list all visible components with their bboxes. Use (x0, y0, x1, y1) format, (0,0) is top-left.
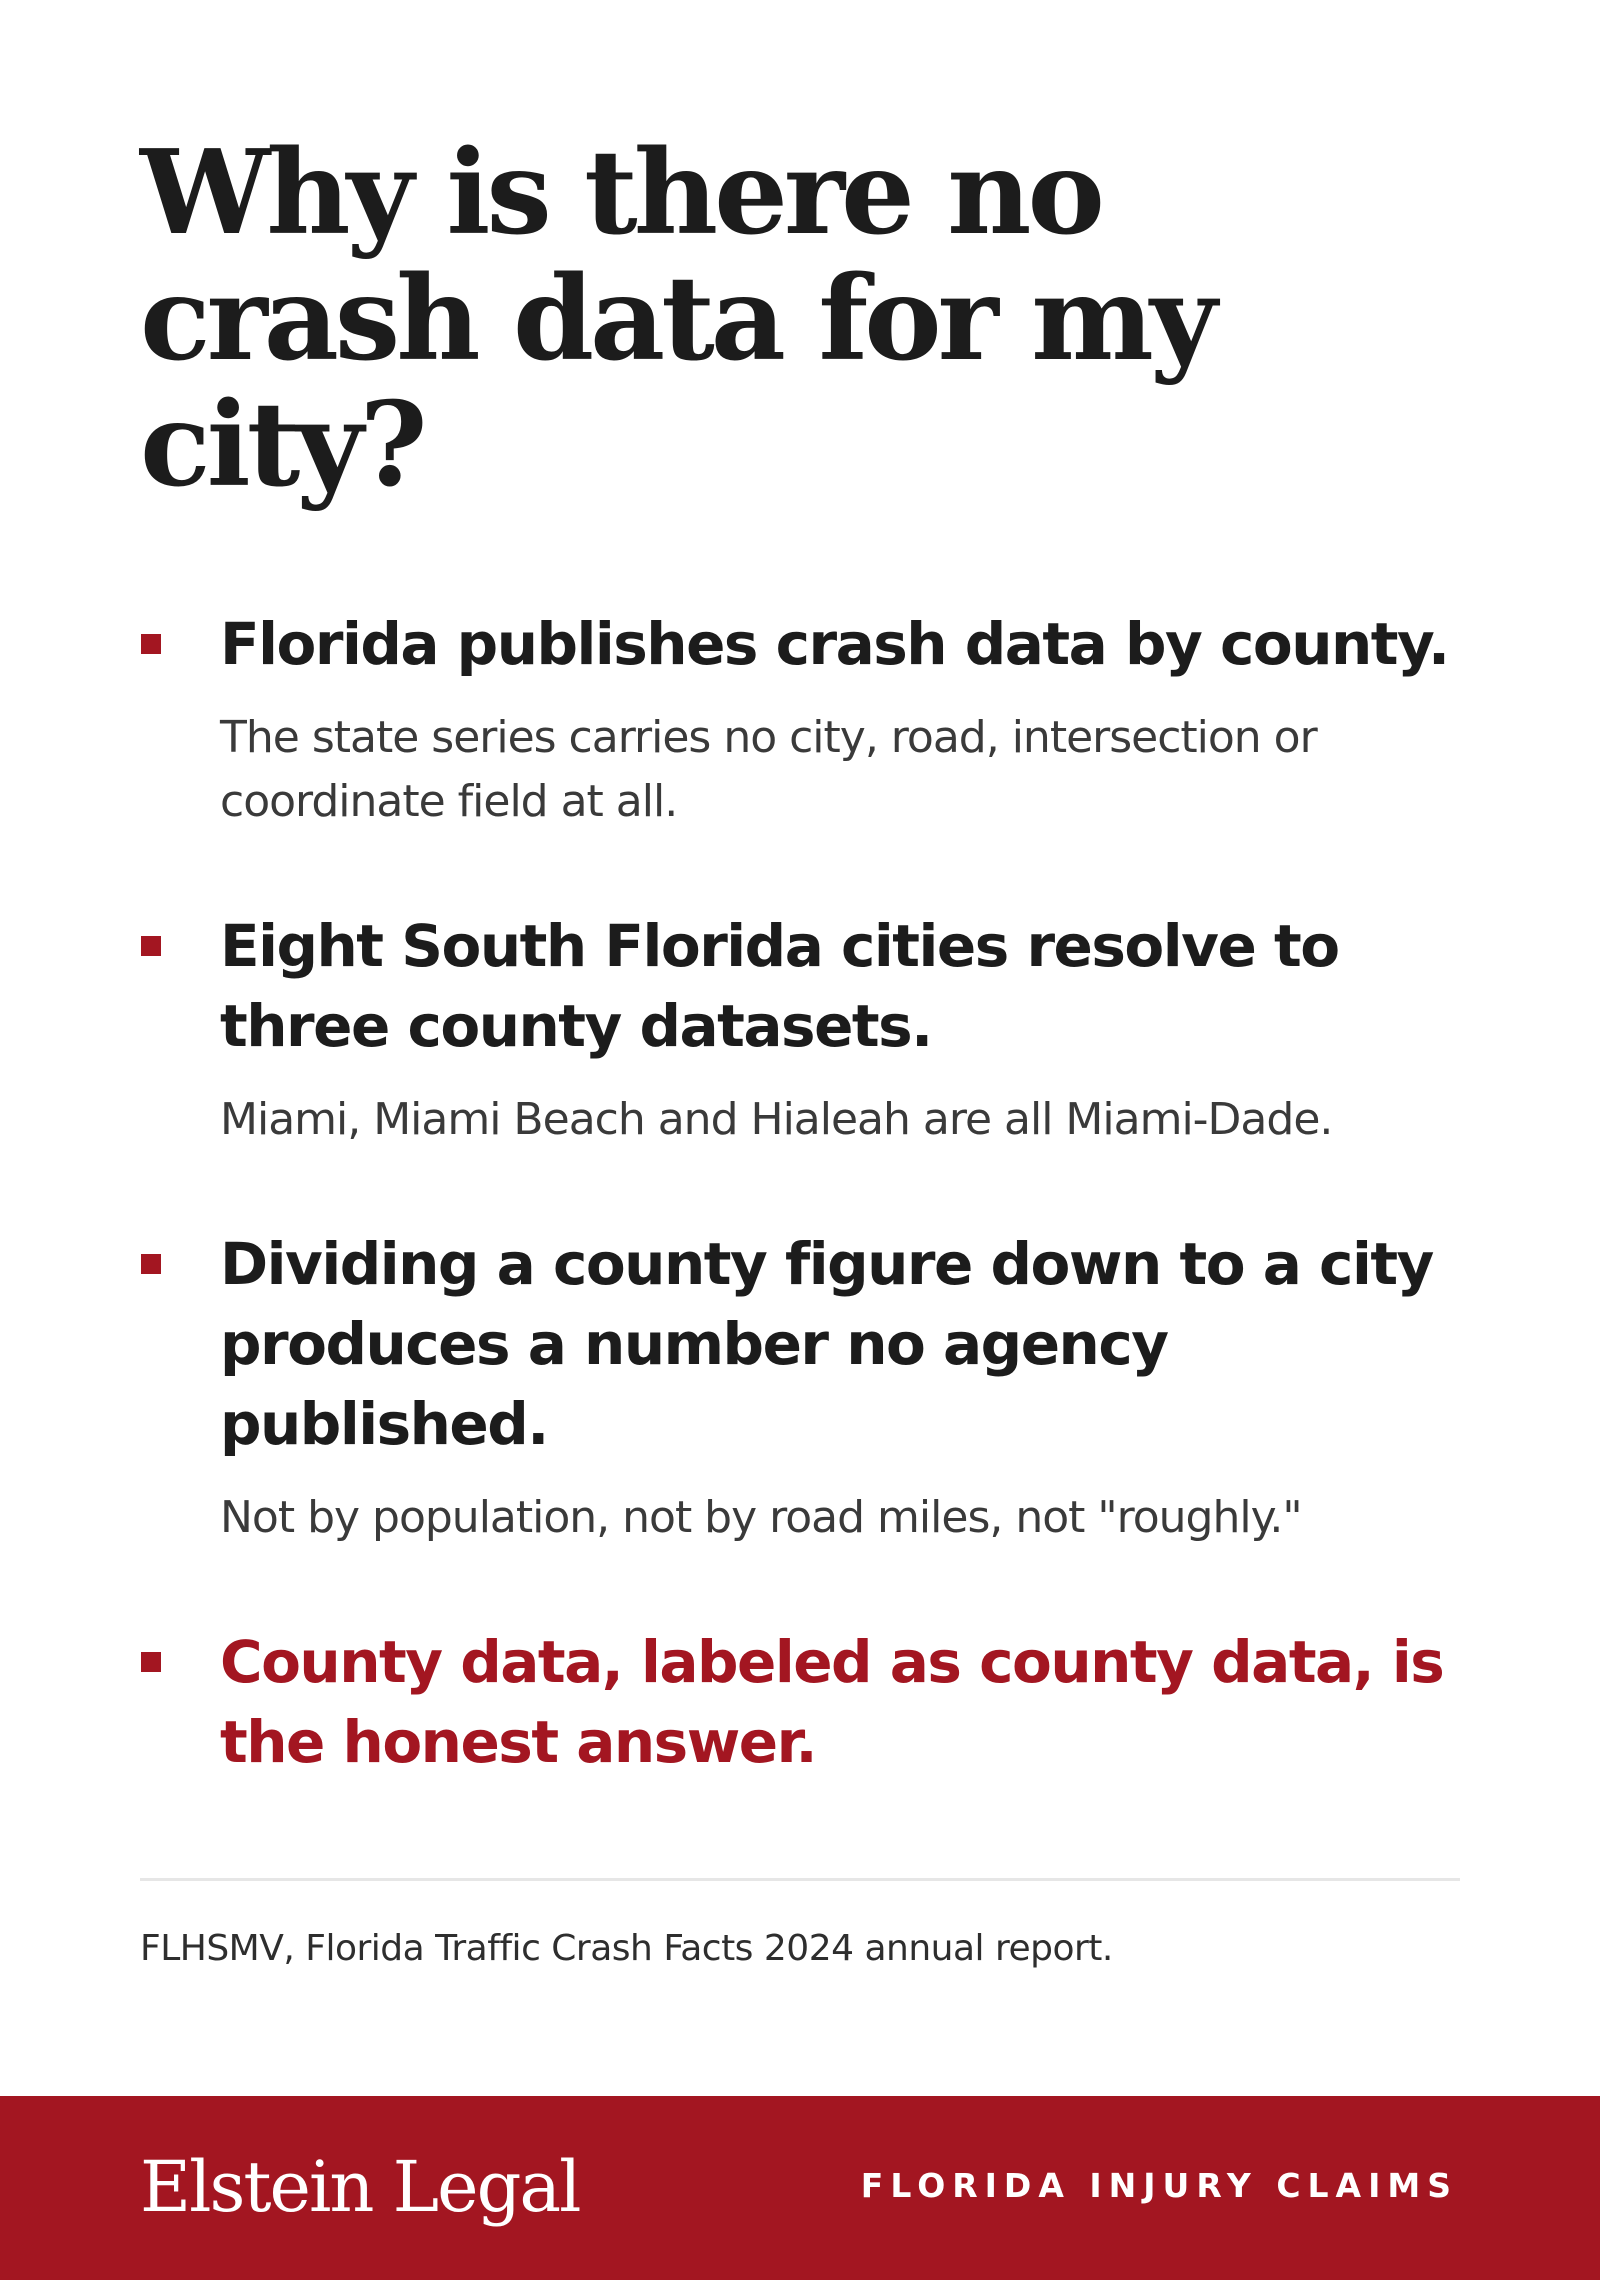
key-point-detail: The state series carries no city, road, intersection or coordinate field at all. (220, 712, 1317, 827)
key-point-county-publishing (140, 604, 1460, 834)
key-point-detail: Not by population, not by road miles, not "roughly." (220, 1492, 1302, 1543)
key-point-honest-answer (140, 1622, 1460, 1782)
page-title: Why is there no crash data for my city? (140, 125, 1214, 513)
infographic-content (140, 125, 1460, 1973)
key-point-title: Dividing a county figure down to a city produces a number no agency published. (220, 1230, 1433, 1458)
square-bullet-icon (141, 1652, 161, 1672)
key-point-dividing-figures (140, 1224, 1460, 1550)
key-points-list (140, 604, 1460, 1782)
source-citation: FLHSMV, Florida Traffic Crash Facts 2024 annual report. (140, 1928, 1113, 1969)
key-point-title-highlighted: County data, labeled as county data, is the honest answer. (220, 1628, 1444, 1776)
brand-footer (0, 2096, 1600, 2280)
square-bullet-icon (141, 1254, 161, 1274)
key-point-title: Eight South Florida cities resolve to three county datasets. (220, 912, 1339, 1060)
brand-tagline: FLORIDA INJURY CLAIMS (860, 2166, 1458, 2205)
divider (140, 1878, 1460, 1881)
square-bullet-icon (141, 936, 161, 956)
key-point-detail: Miami, Miami Beach and Hialeah are all Miami-Dade. (220, 1094, 1333, 1145)
square-bullet-icon (141, 634, 161, 654)
key-point-title: Florida publishes crash data by county. (220, 610, 1449, 678)
brand-logo: Elstein Legal (140, 2146, 580, 2228)
key-point-city-resolution (140, 906, 1460, 1152)
